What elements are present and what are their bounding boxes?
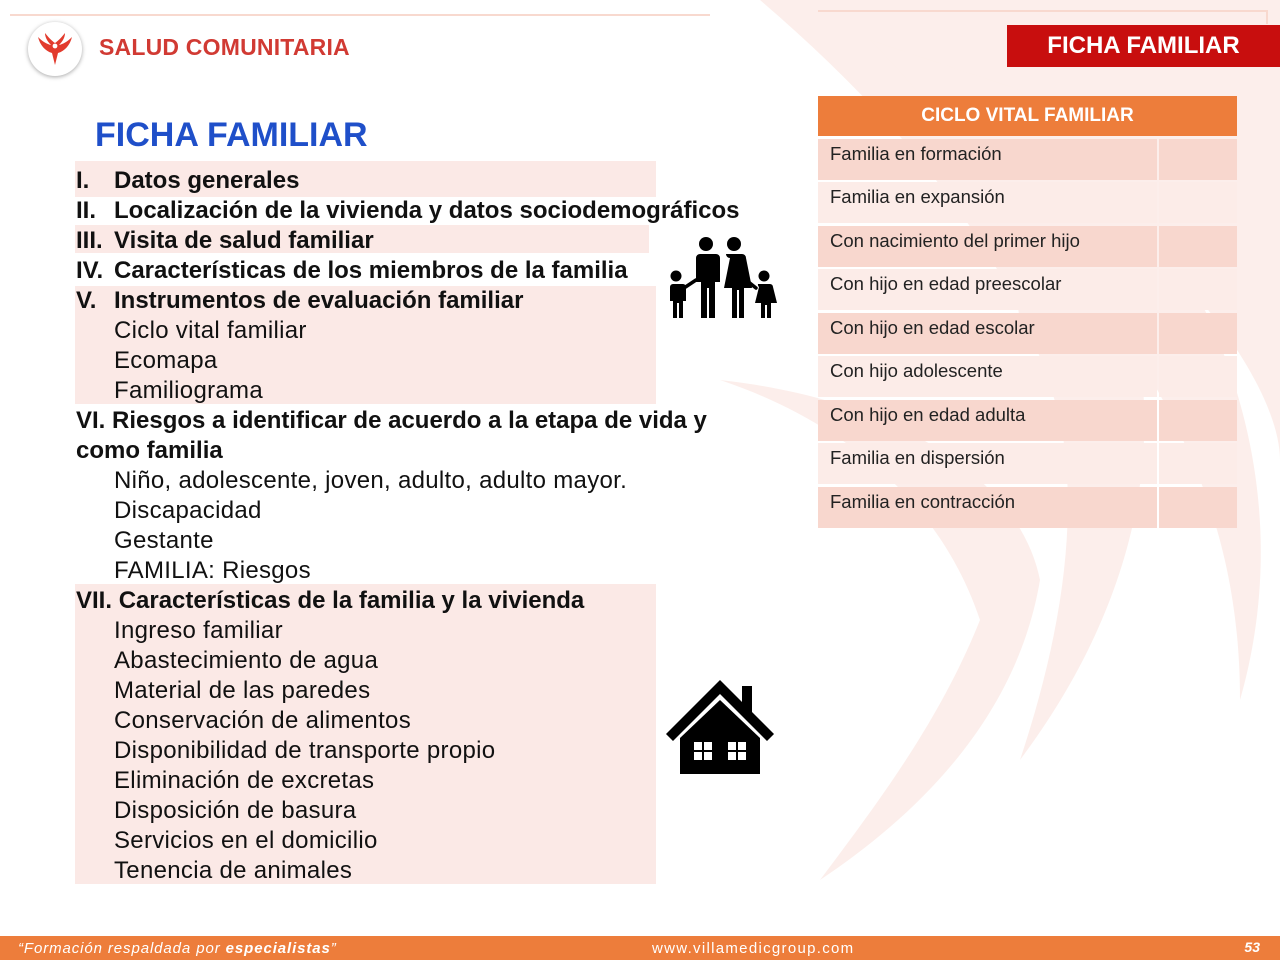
outline-heading: IV. Características de los miembros de la familia — [76, 257, 628, 284]
outline-heading: VII. Características de la familia y la vivienda — [76, 587, 585, 614]
outline-subitem: Eliminación de excretas — [114, 767, 375, 794]
footer-bar — [0, 936, 1280, 960]
table-row — [818, 139, 1237, 180]
top-divider-right-corner — [1266, 10, 1268, 24]
phoenix-logo-icon — [28, 22, 82, 76]
brand-name: SALUD COMUNITARIA — [99, 34, 350, 60]
top-divider-right — [818, 10, 1266, 12]
outline-subitem: Ingreso familiar — [114, 617, 283, 644]
footer-slogan: “Formación respaldada por especialistas” — [18, 940, 337, 957]
table-row — [818, 226, 1237, 267]
table-row — [818, 400, 1237, 441]
table-cell: Familia en formación — [818, 139, 1157, 180]
outline-heading: VI. Riesgos a identificar de acuerdo a la etapa de vida y como familia — [76, 407, 707, 464]
outline-heading: V. Instrumentos de evaluación familiar — [76, 287, 524, 314]
table-row — [818, 487, 1237, 528]
outline-subitem: Discapacidad — [114, 497, 262, 524]
table-cell-empty — [1159, 226, 1237, 267]
outline-subitem: Disposición de basura — [114, 797, 357, 824]
table-cell: Familia en dispersión — [818, 443, 1157, 484]
footer-url[interactable]: www.villamedicgroup.com — [652, 940, 855, 957]
table-row — [818, 182, 1237, 223]
table-cell: Con hijo adolescente — [818, 356, 1157, 397]
table-cell-empty — [1159, 182, 1237, 223]
table-cell: Familia en expansión — [818, 182, 1157, 223]
table-row — [818, 269, 1237, 310]
table-cell: Con nacimiento del primer hijo — [818, 226, 1157, 267]
table-header: CICLO VITAL FAMILIAR — [818, 96, 1237, 136]
page-title: FICHA FAMILIAR — [95, 116, 368, 154]
table-cell-empty — [1159, 269, 1237, 310]
outline-subitem: Tenencia de animales — [114, 857, 353, 884]
table-cell-empty — [1159, 139, 1237, 180]
outline-heading: I. Datos generales — [76, 167, 300, 194]
table-cell: Con hijo en edad preescolar — [818, 269, 1157, 310]
table-cell: Con hijo en edad adulta — [818, 400, 1157, 441]
outline-subitem: Disponibilidad de transporte propio — [114, 737, 496, 764]
top-divider-left — [10, 14, 710, 16]
table-cell: Familia en contracción — [818, 487, 1157, 528]
page-number: 53 — [1244, 939, 1260, 955]
outline-subitem: Material de las paredes — [114, 677, 371, 704]
table-cell-empty — [1159, 400, 1237, 441]
outline-subitem: Gestante — [114, 527, 214, 554]
table-row — [818, 313, 1237, 354]
table-row — [818, 443, 1237, 484]
table-cell-empty — [1159, 313, 1237, 354]
outline-subitem: Ciclo vital familiar — [114, 317, 307, 344]
table-cell-empty — [1159, 356, 1237, 397]
outline-subitem: Conservación de alimentos — [114, 707, 411, 734]
family-icon — [660, 236, 780, 320]
outline-subitem: Ecomapa — [114, 347, 218, 374]
table-cell-empty — [1159, 443, 1237, 484]
outline-heading: II. Localización de la vivienda y datos sociodemográficos — [76, 197, 740, 224]
outline-subitem: Familiograma — [114, 377, 263, 404]
outline-subitem: Niño, adolescente, joven, adulto, adulto mayor. — [114, 467, 628, 494]
house-icon — [664, 678, 776, 776]
ciclo-vital-table — [818, 96, 1237, 528]
outline-heading: III. Visita de salud familiar — [76, 227, 374, 254]
outline-subitem: Servicios en el domicilio — [114, 827, 378, 854]
outline-subitem: Abastecimiento de agua — [114, 647, 379, 674]
section-badge: FICHA FAMILIAR — [1007, 25, 1280, 67]
table-cell: Con hijo en edad escolar — [818, 313, 1157, 354]
table-row — [818, 356, 1237, 397]
outline-subitem: FAMILIA: Riesgos — [114, 557, 311, 584]
table-cell-empty — [1159, 487, 1237, 528]
